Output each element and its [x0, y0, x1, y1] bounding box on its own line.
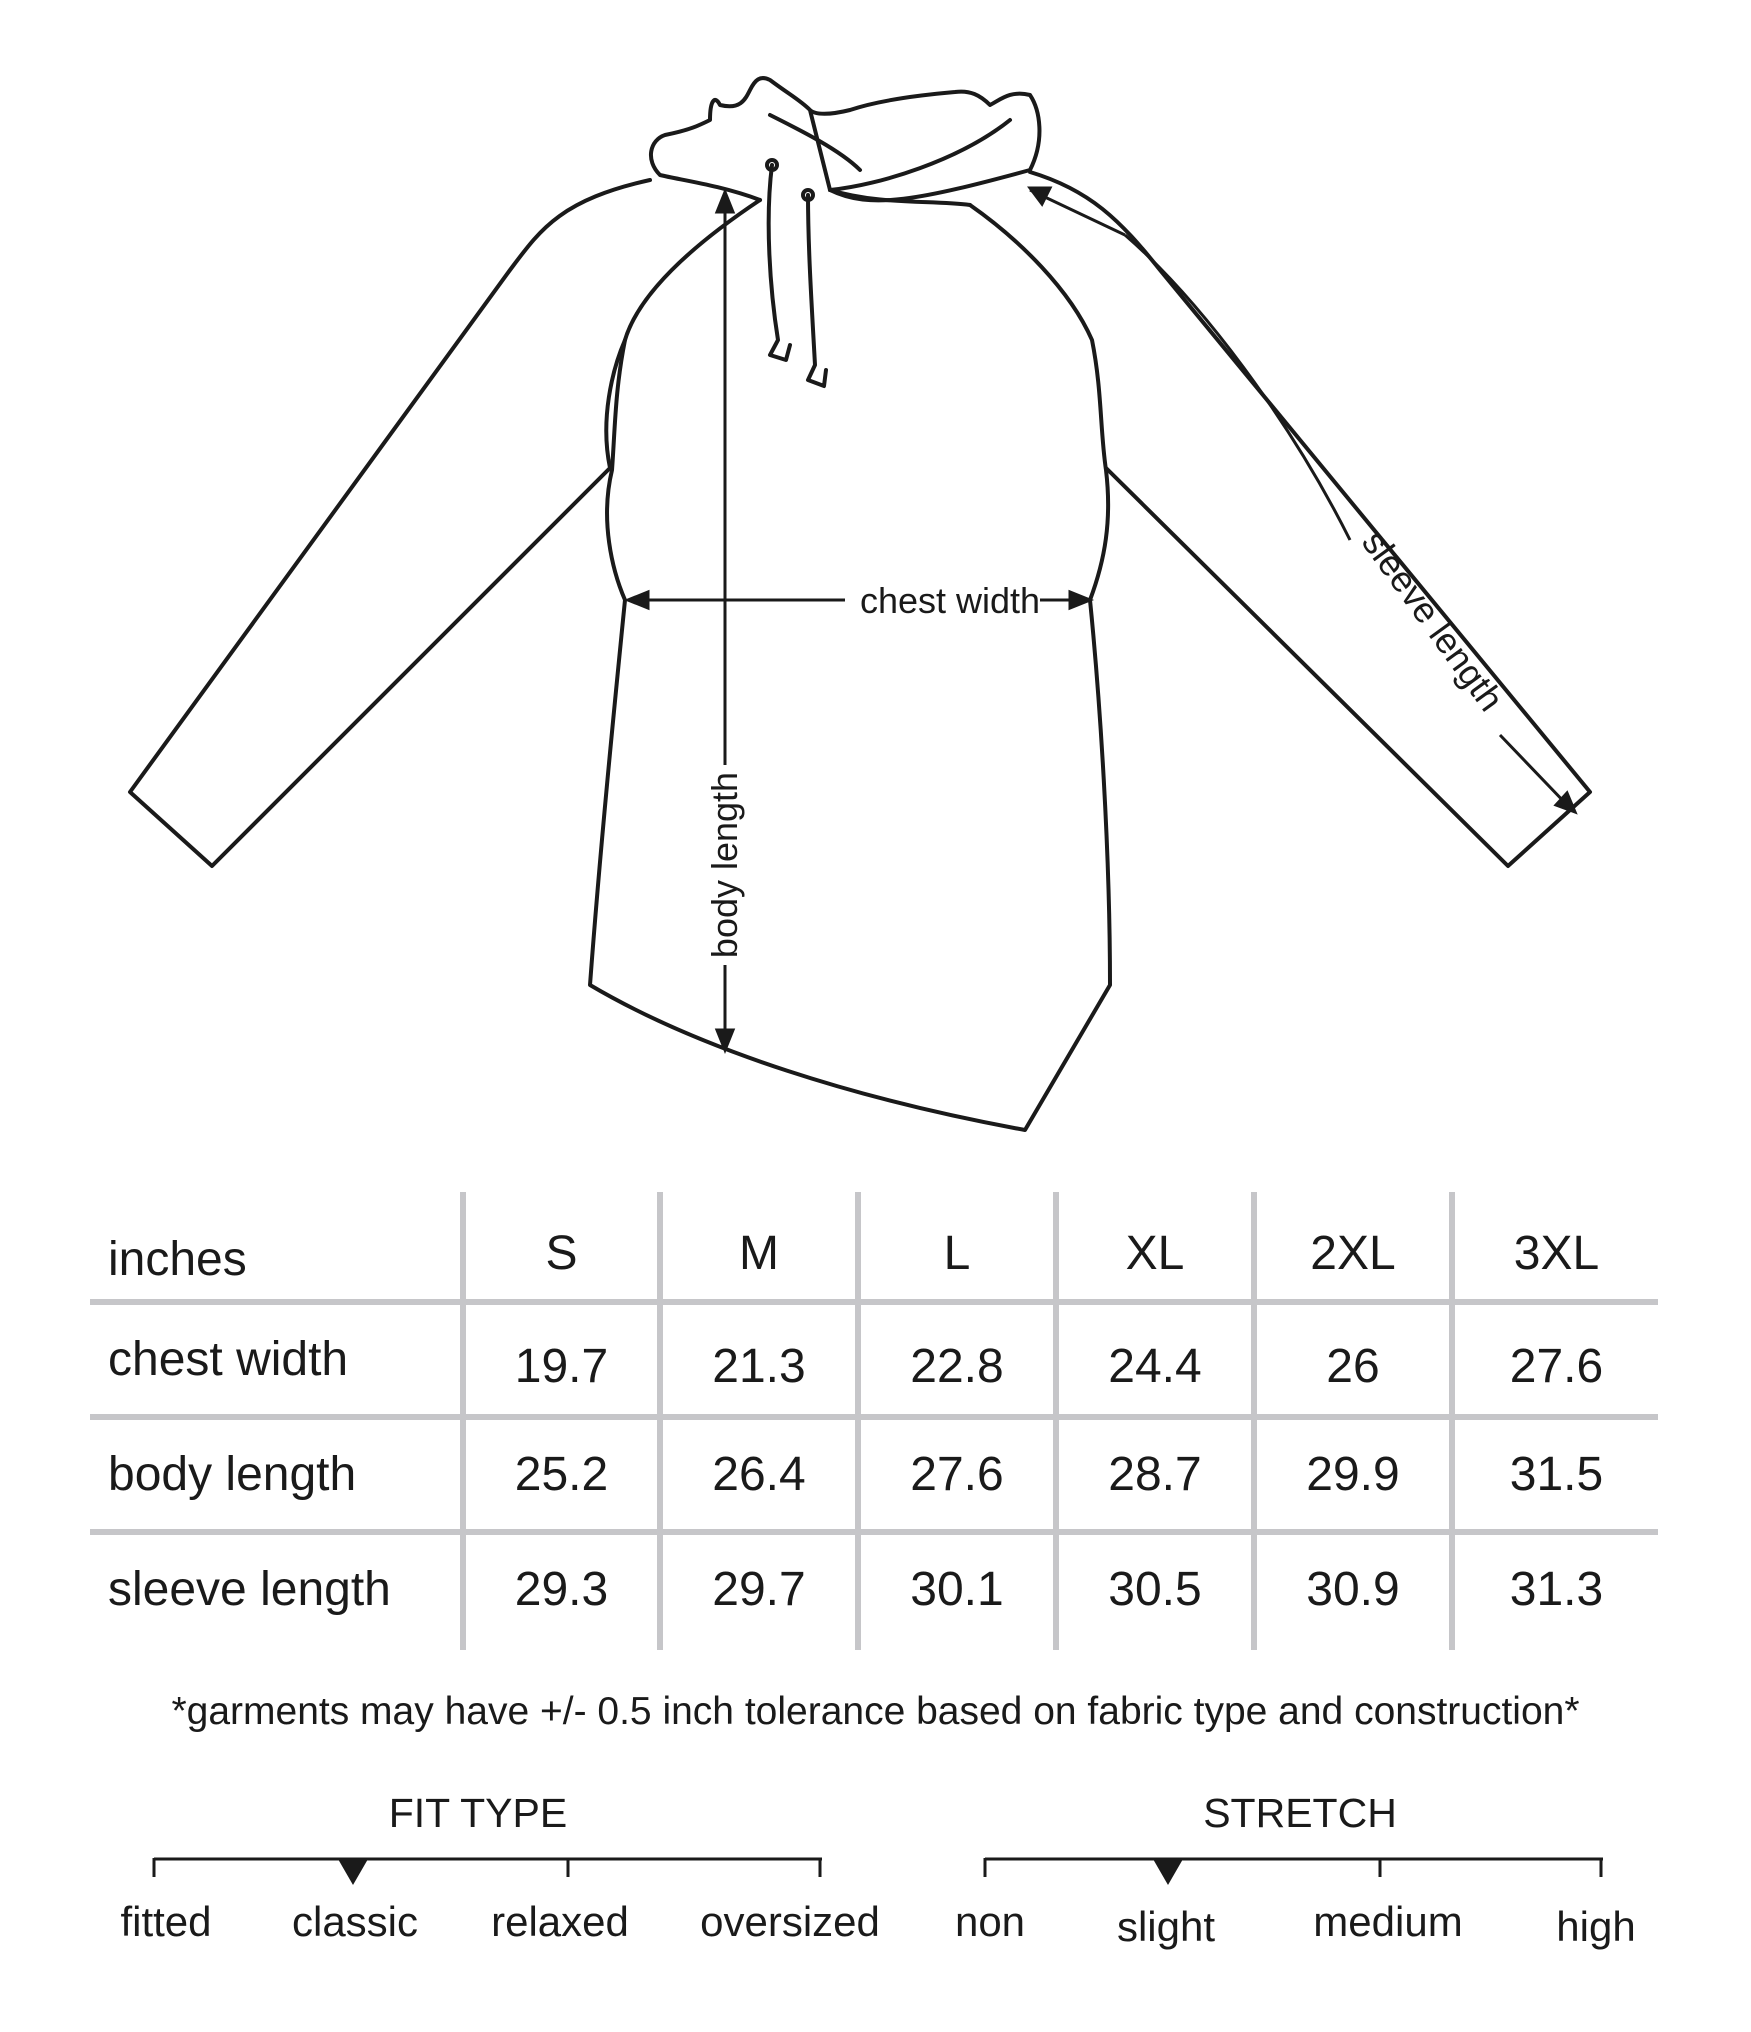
fit-type-option: relaxed [491, 1898, 629, 1945]
table-cell: 22.8 [910, 1340, 1004, 1393]
table-cell: 24.4 [1108, 1340, 1202, 1393]
fit-type-option: fitted [120, 1898, 212, 1945]
table-cell: 25.2 [514, 1448, 609, 1501]
fit-type-marker-icon [338, 1859, 368, 1885]
row-label-sleeve-length: sleeve length [108, 1563, 391, 1616]
row-label-chest-width: chest width [108, 1333, 349, 1386]
chest-width-label: chest width [859, 580, 1041, 621]
table-cell: 21.3 [712, 1340, 806, 1393]
table-cell: 19.7 [514, 1340, 609, 1393]
table-cell: 31.3 [1509, 1563, 1604, 1616]
tolerance-note: *garments may have +/- 0.5 inch tolerance based on fabric type and construction* [171, 1690, 1580, 1733]
unit-label: inches [108, 1233, 247, 1286]
fit-type-option: classic [291, 1898, 419, 1945]
stretch-option: slight [1116, 1903, 1216, 1950]
hood-inner [830, 120, 1010, 190]
body-length-label: body length [704, 771, 745, 959]
stretch-option: non [954, 1898, 1026, 1945]
table-cell: 29.7 [712, 1563, 806, 1616]
table-cell: 27.6 [1509, 1340, 1604, 1393]
table-cell: 27.6 [910, 1448, 1004, 1501]
table-cell: 30.9 [1306, 1563, 1400, 1616]
right-sleeve [1030, 172, 1590, 866]
table-cell: 29.9 [1306, 1448, 1400, 1501]
table-cell: 28.7 [1108, 1448, 1202, 1501]
stretch-option: high [1556, 1903, 1636, 1950]
size-header: S [545, 1227, 578, 1280]
stretch-title: STRETCH [1203, 1790, 1397, 1836]
fit-type-option: oversized [700, 1898, 880, 1945]
body-outline [590, 200, 1110, 1130]
size-header: 2XL [1310, 1227, 1396, 1280]
size-header: L [943, 1227, 971, 1280]
fit-type-title: FIT TYPE [388, 1790, 568, 1836]
drawstring-left [769, 165, 790, 360]
table-cell: 26 [1326, 1340, 1380, 1393]
size-table [90, 1192, 1658, 1650]
scales [0, 1855, 1751, 1895]
row-label-body-length: body length [108, 1448, 357, 1501]
stretch-option: medium [1313, 1898, 1463, 1945]
stretch-marker-icon [1153, 1859, 1183, 1885]
table-cell: 30.5 [1108, 1563, 1202, 1616]
size-header: XL [1125, 1227, 1185, 1280]
table-cell: 30.1 [910, 1563, 1004, 1616]
drawstring-right [808, 195, 826, 386]
table-cell: 31.5 [1509, 1448, 1604, 1501]
left-sleeve [130, 180, 650, 866]
table-cell: 26.4 [712, 1448, 806, 1501]
sleeve-length-label: sleeve length [1354, 522, 1513, 719]
size-header: M [739, 1227, 779, 1280]
size-header: 3XL [1513, 1227, 1600, 1280]
table-cell: 29.3 [514, 1563, 609, 1616]
